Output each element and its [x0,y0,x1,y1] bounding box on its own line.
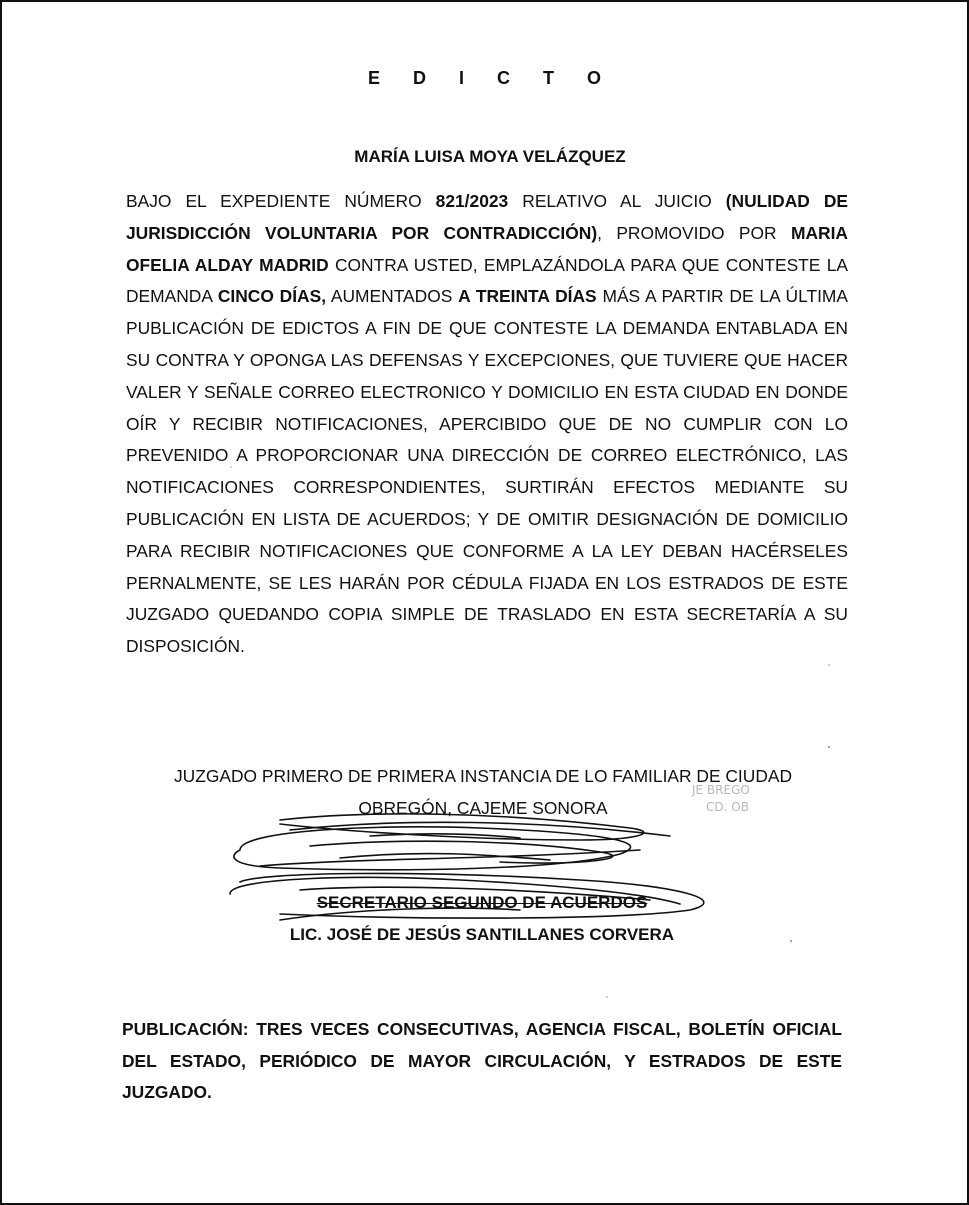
court-line-2: OBREGÓN, CAJEME SONORA [358,797,608,818]
document-title: E D I C T O [367,68,615,88]
body-segment: MÁS A PARTIR DE LA ÚLTIMA PUBLICACIÓN DE EDICTOS A FIN DE QUE CONTESTE LA DEMANDA ENTABLADA EN SU CONTRA Y OPONGA LAS DEFENSAS Y EXCEPCIONES, QUE TUVIERE QUE HACER VALER Y SEÑALE CORREO ELECTRONICO Y DOMICILIO EN ESTA CIUDAD EN DONDE OÍR Y RECIBIR NOTIFICACIONES, APERCIBIDO QUE DE NO CUMPLIR CON LO PREVENIDO A PROPORCIONAR UNA DIRECCIÓN DE CORREO ELECTRÓNICO, LAS NOTIFICACIONES CORRESPONDIENTES, SURTIRÁN EFECTOS MEDIANTE SU PUBLICACIÓN EN LISTA DE ACUERDOS; Y DE OMITIR DESIGNACIÓN DE DOMICILIO PARA RECIBIR NOTIFICACIONES QUE CONFORME A LA LEY DEBAN HACÉRSELES PERNALMENTE, SE LES HARÁN POR CÉDULA FIJADA EN LOS ESTRADOS DE ESTE JUZGADO QUEDANDO COPIA SIMPLE DE TRASLADO EN ESTA SECRETARÍA A SU DISPOSICIÓN. [126,286,849,657]
body-emphasis: MARIA OFELIA ALDAY MADRID [126,222,848,275]
body-segment: BAJO EL EXPEDIENTE NÚMERO [126,191,436,211]
addressee-name: MARÍA LUISA MOYA VELÁZQUEZ [354,147,626,166]
body-segment: CONTRA USTED, EMPLAZÁNDOLA PARA QUE CONTESTE LA DEMANDA [126,254,848,307]
court-line-1: JUZGADO PRIMERO DE PRIMERA INSTANCIA DE LO FAMILIAR DE CIUDAD [173,766,793,786]
stamp-line-2: CD. OB [706,800,749,814]
body-emphasis: (NULIDAD DE JURISDICCIÓN VOLUNTARIA POR CONTRADICCIÓN) [126,191,849,243]
body-emphasis: CINCO DÍAS, [217,286,327,307]
stamp-line-1: JE BREGO [692,783,750,797]
body-emphasis: 821/2023 [435,191,509,211]
scan-speck [230,466,232,468]
handwritten-signature [220,810,720,930]
scan-speck [828,664,830,666]
secretary-name: LIC. JOSÉ DE JESÚS SANTILLANES CORVERA [289,924,675,944]
secretary-title: SECRETARIO SEGUNDO DE ACUERDOS [316,893,648,912]
scan-speck [828,746,830,748]
body-segment: AUMENTADOS [326,286,459,307]
edict-body [126,186,848,663]
body-segment: RELATIVO AL JUICIO [508,191,726,211]
scan-speck [606,996,608,998]
body-segment: , PROMOVIDO POR [597,222,791,243]
scan-speck [790,940,792,942]
body-emphasis: A TREINTA DÍAS [458,286,597,307]
publication-note: PUBLICACIÓN: TRES VECES CONSECUTIVAS, AGENCIA FISCAL, BOLETÍN OFICIAL DEL ESTADO, PERIÓDICO DE MAYOR CIRCULACIÓN, Y ESTRADOS DE ESTE JUZGADO. [122,1019,842,1102]
